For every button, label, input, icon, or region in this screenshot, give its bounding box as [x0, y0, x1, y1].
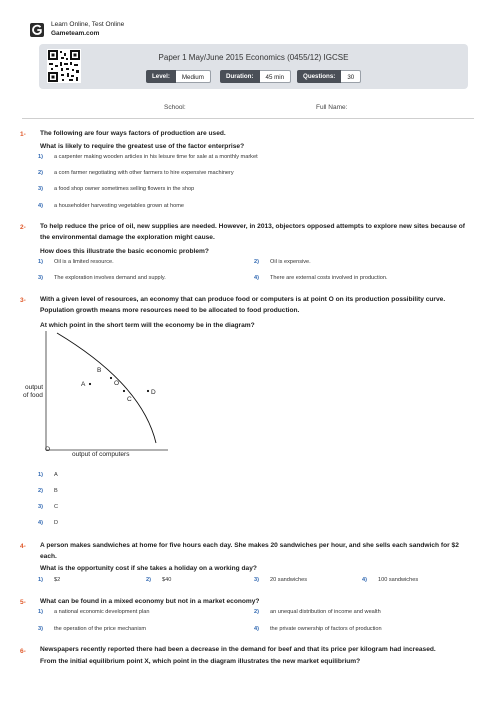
answer-option[interactable]: 4) There are external costs involved in production. [254, 275, 388, 281]
answer-option[interactable]: 4) the private ownership of factors of production [254, 626, 382, 632]
point-d-label: D [151, 389, 156, 396]
y-axis-label: output [25, 384, 44, 391]
answer-option[interactable]: 3) The exploration involves demand and supply. [38, 275, 166, 281]
point-o-label: O [114, 380, 120, 387]
question-number: 3- [20, 297, 26, 304]
point-a [89, 383, 91, 385]
full-name-field: Full Name: [316, 104, 348, 111]
answer-option[interactable]: 3) 20 sandwiches [254, 577, 308, 583]
duration-value: 45 min [260, 70, 292, 83]
question-number: 5- [20, 599, 26, 606]
answer-option[interactable]: 1) a national economic development plan [38, 609, 150, 615]
point-b [110, 377, 112, 379]
question-prompt: What is the opportunity cost if she takes a holiday on a working day? [40, 565, 257, 572]
answer-option[interactable]: 1) Oil is a limited resource. [38, 259, 114, 265]
question-text: What can be found in a mixed economy but not in a market economy? [40, 598, 260, 605]
answer-option[interactable]: 3) the operation of the price mechanism [38, 626, 147, 632]
question-text: Newspapers recently reported there had been a decrease in the demand for beef and that its price per kilogram had increased. [40, 646, 436, 653]
point-c [123, 390, 125, 392]
level-value: Medium [176, 70, 211, 83]
questions-label: Questions: [297, 70, 341, 83]
duration-label: Duration: [220, 70, 260, 83]
school-field: School: [164, 104, 186, 111]
question-prompt: How does this illustrate the basic economic problem? [40, 248, 209, 255]
ppc-curve [57, 333, 156, 443]
point-b-label: B [97, 367, 102, 374]
question-number: 6- [20, 648, 26, 655]
answer-option[interactable]: 2) B [38, 488, 58, 494]
paper-title: Paper 1 May/June 2015 Economics (0455/12) IGCSE [158, 53, 349, 62]
point-a-label: A [81, 381, 86, 388]
answer-option[interactable]: 1) $2 [38, 577, 61, 583]
question-prompt: What is likely to require the greatest use of the factor enterprise? [40, 143, 245, 150]
answer-option[interactable]: 3) a food shop owner sometimes selling flowers in the shop [38, 186, 195, 192]
level-label: Level: [146, 70, 176, 83]
answer-option[interactable]: 1) A [38, 472, 58, 478]
answer-option[interactable]: 1) a carpenter making wooden articles in his leisure time for sale at a monthly market [38, 154, 258, 160]
question-prompt: From the initial equilibrium point X, which point in the diagram illustrates the new market equilibrium? [40, 658, 361, 665]
answer-option[interactable]: 4) D [38, 520, 59, 526]
y-axis-label: of food [23, 392, 43, 399]
brand-site: Gameteam.com [51, 30, 100, 37]
answer-option[interactable]: 4) 100 sandwiches [362, 577, 419, 583]
answer-option[interactable]: 2) a corn farmer negotiating with other farmers to hire expensive machinery [38, 170, 234, 176]
point-d [147, 390, 149, 392]
question-number: 4- [20, 543, 26, 550]
answer-option[interactable]: 2) $40 [146, 577, 172, 583]
answer-option[interactable]: 4) a householder harvesting vegetables grown at home [38, 203, 184, 209]
origin-label: O [45, 446, 51, 453]
answer-option[interactable]: 2) an unequal distribution of income and wealth [254, 609, 381, 615]
question-prompt: At which point in the short term will the economy be in the diagram? [40, 322, 255, 329]
question-text: A person makes sandwiches at home for five hours each day. She makes 20 sandwiches per hour, and she sells each sandwich for $2 each. [40, 542, 459, 560]
questions-value: 30 [341, 70, 361, 83]
question-number: 2- [20, 224, 26, 231]
question-number: 1- [20, 131, 26, 138]
answer-option[interactable]: 3) C [38, 504, 59, 510]
brand-tagline: Learn Online, Test Online [51, 21, 125, 28]
point-c-label: C [127, 396, 132, 403]
question-text: To help reduce the price of oil, new supplies are needed. However, in 2013, objectors opposed attempts to explore new sites because of the environmental damage the exploration might cause. [40, 223, 465, 241]
answer-option[interactable]: 2) Oil is expensive. [254, 259, 311, 265]
question-text: The following are four ways factors of production are used. [40, 130, 226, 137]
question-text: With a given level of resources, an economy that can produce food or computers is at point O on its production possibility curve. Population growth means more resources need to be allocated to food production. [40, 296, 446, 314]
x-axis-label: output of computers [72, 451, 130, 458]
